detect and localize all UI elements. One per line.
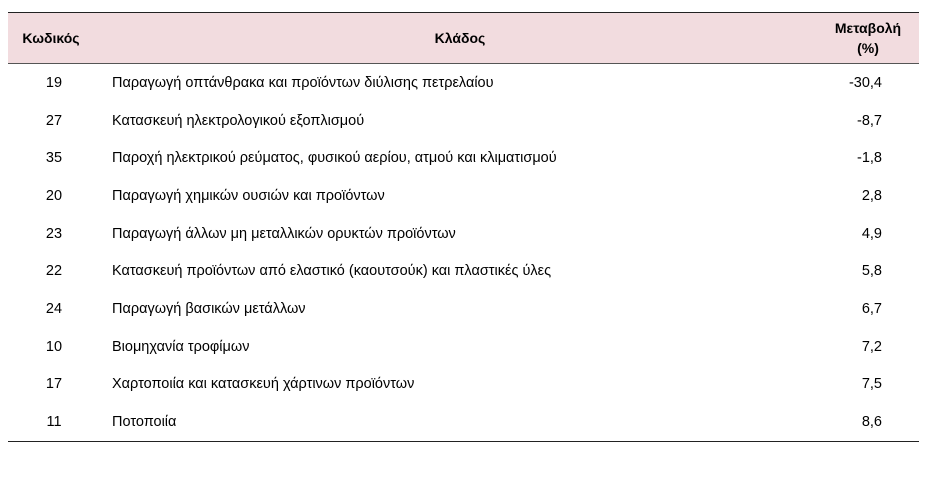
row-code: 24 [45, 300, 63, 317]
row-change: -30,4 [848, 74, 882, 91]
header-sector: Κλάδος [434, 30, 486, 46]
row-sector: Χαρτοποιία και κατασκευή χάρτινων προϊόντων [112, 376, 415, 393]
table-row [8, 139, 919, 177]
row-change: 7,2 [861, 338, 882, 355]
table-row [8, 102, 919, 140]
header-change-unit: (%) [857, 40, 879, 56]
row-change: 5,8 [861, 263, 882, 280]
table-row [8, 366, 919, 404]
table-row [8, 64, 919, 102]
row-change: -8,7 [857, 112, 882, 129]
table-row [8, 328, 919, 366]
row-sector: Παραγωγή οπτάνθρακα και προϊόντων διύλισης πετρελαίου [112, 74, 494, 91]
table-row [8, 403, 919, 441]
header-code: Κωδικός [22, 30, 80, 46]
row-change: 8,6 [861, 414, 882, 431]
row-code: 19 [45, 74, 63, 91]
table-row [8, 252, 919, 290]
row-change: 7,5 [861, 376, 882, 393]
data-table [8, 12, 919, 442]
table-row [8, 290, 919, 328]
row-code: 20 [45, 187, 63, 204]
row-sector: Παραγωγή άλλων μη μεταλλικών ορυκτών προϊόντων [112, 225, 456, 242]
row-sector: Παραγωγή χημικών ουσιών και προϊόντων [112, 187, 385, 204]
row-code: 27 [45, 112, 63, 129]
row-sector: Ποτοποιία [112, 414, 177, 431]
table-row [8, 215, 919, 253]
row-change: 6,7 [861, 300, 882, 317]
row-code: 35 [45, 150, 63, 167]
table-row [8, 177, 919, 215]
header-change-label: Μεταβολή [834, 20, 902, 36]
row-sector: Παροχή ηλεκτρικού ρεύματος, φυσικού αερίου, ατμού και κλιματισμού [112, 150, 557, 167]
row-change: -1,8 [857, 150, 882, 167]
row-sector: Βιομηχανία τροφίμων [112, 338, 250, 355]
row-sector: Κατασκευή προϊόντων από ελαστικό (καουτσούκ) και πλαστικές ύλες [112, 263, 552, 280]
row-change: 4,9 [861, 225, 882, 242]
row-change: 2,8 [861, 187, 882, 204]
table-body [8, 64, 919, 441]
row-code: 22 [45, 263, 63, 280]
row-sector: Κατασκευή ηλεκτρολογικού εξοπλισμού [112, 112, 365, 129]
table-header [8, 13, 919, 64]
header-change [823, 18, 913, 58]
row-code: 23 [45, 225, 63, 242]
row-code: 11 [46, 414, 62, 431]
row-code: 17 [45, 376, 63, 393]
row-sector: Παραγωγή βασικών μετάλλων [112, 300, 306, 317]
row-code: 10 [45, 338, 63, 355]
